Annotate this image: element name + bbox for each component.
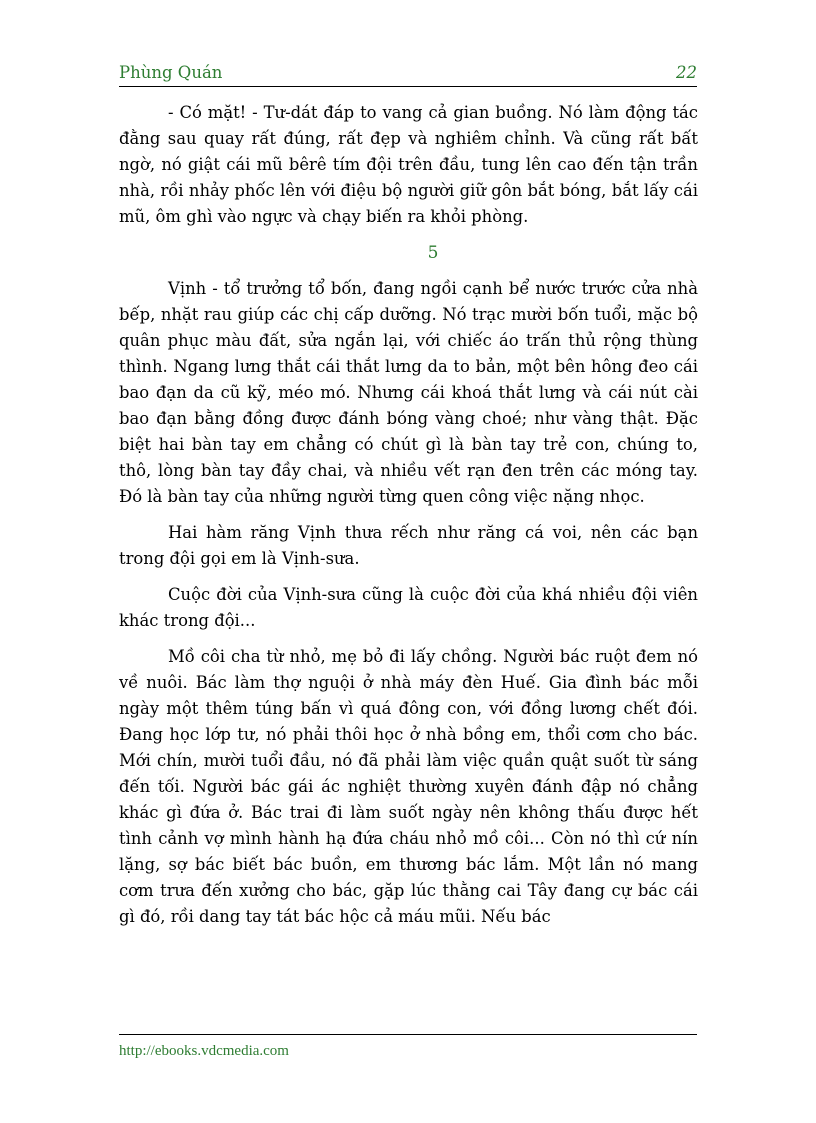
header-author: Phùng Quán bbox=[119, 63, 223, 82]
paragraph: - Có mặt! - Tư-dát đáp to vang cả gian buồng. Nó làm động tác đằng sau quay rất đúng, rất đẹp và nghiêm chỉnh. Và cũng rất bất ngờ, nó giật cái mũ bêrê tím đội trên đầu, tung lên cao đến tận trần nhà, rồi nhảy phốc lên với điệu bộ người giữ gôn bắt bóng, bắt lấy cái mũ, ôm ghì vào ngực và chạy biến ra khỏi phòng. bbox=[119, 103, 698, 226]
paragraph: Cuộc đời của Vịnh-sưa cũng là cuộc đời của khá nhiều đội viên khác trong đội... bbox=[119, 585, 698, 630]
chapter-heading: 5 bbox=[427, 243, 439, 263]
page-header bbox=[119, 62, 697, 87]
page-body bbox=[119, 100, 698, 940]
page-number: 22 bbox=[676, 63, 697, 82]
page-footer bbox=[119, 1034, 697, 1060]
paragraph: Hai hàm răng Vịnh thưa rếch như răng cá voi, nên các bạn trong đội gọi em là Vịnh-sưa. bbox=[119, 523, 698, 568]
paragraph: Mồ côi cha từ nhỏ, mẹ bỏ đi lấy chồng. Người bác ruột đem nó về nuôi. Bác làm thợ nguội ở nhà máy đèn Huế. Gia đình bác mỗi ngày một thêm túng bấn vì quá đông con, với đồng lương chết đói. Đang học lớp tư, nó phải thôi học ở nhà bồng em, thổi cơm cho bác. Mới chín, mười tuổi đầu, nó đã phải làm việc quần quật suốt từ sáng đến tối. Người bác gái ác nghiệt thường xuyên đánh đập nó chẳng khác gì đứa ở. Bác trai đi làm suốt ngày nên không thấu được hết tình cảnh vợ mình hành hạ đứa cháu nhỏ mồ côi... Còn nó thì cứ nín lặng, sợ bác biết bác buồn, em thương bác lắm. Một lần nó mang cơm trưa đến xưởng cho bác, gặp lúc thằng cai Tây đang cự bác cái gì đó, rồi dang tay tát bác hộc cả máu mũi. Nếu bác bbox=[119, 647, 698, 926]
paragraph: Vịnh - tổ trưởng tổ bốn, đang ngồi cạnh bể nước trước cửa nhà bếp, nhặt rau giúp các chị cấp dưỡng. Nó trạc mười bốn tuổi, mặc bộ quân phục màu đất, sửa ngắn lại, với chiếc áo trấn thủ rộng thùng thình. Ngang lưng thắt cái thắt lưng da to bản, một bên hông đeo cái bao đạn da cũ kỹ, méo mó. Nhưng cái khoá thắt lưng và cái nút cài bao đạn bằng đồng được đánh bóng vàng choé; như vàng thật. Đặc biệt hai bàn tay em chẳng có chút gì là bàn tay trẻ con, chúng to, thô, lòng bàn tay đầy chai, và nhiều vết rạn đen trên các móng tay. Đó là bàn tay của những người từng quen công việc nặng nhọc. bbox=[119, 279, 698, 506]
footer-link[interactable]: http://ebooks.vdcmedia.com bbox=[119, 1043, 289, 1059]
